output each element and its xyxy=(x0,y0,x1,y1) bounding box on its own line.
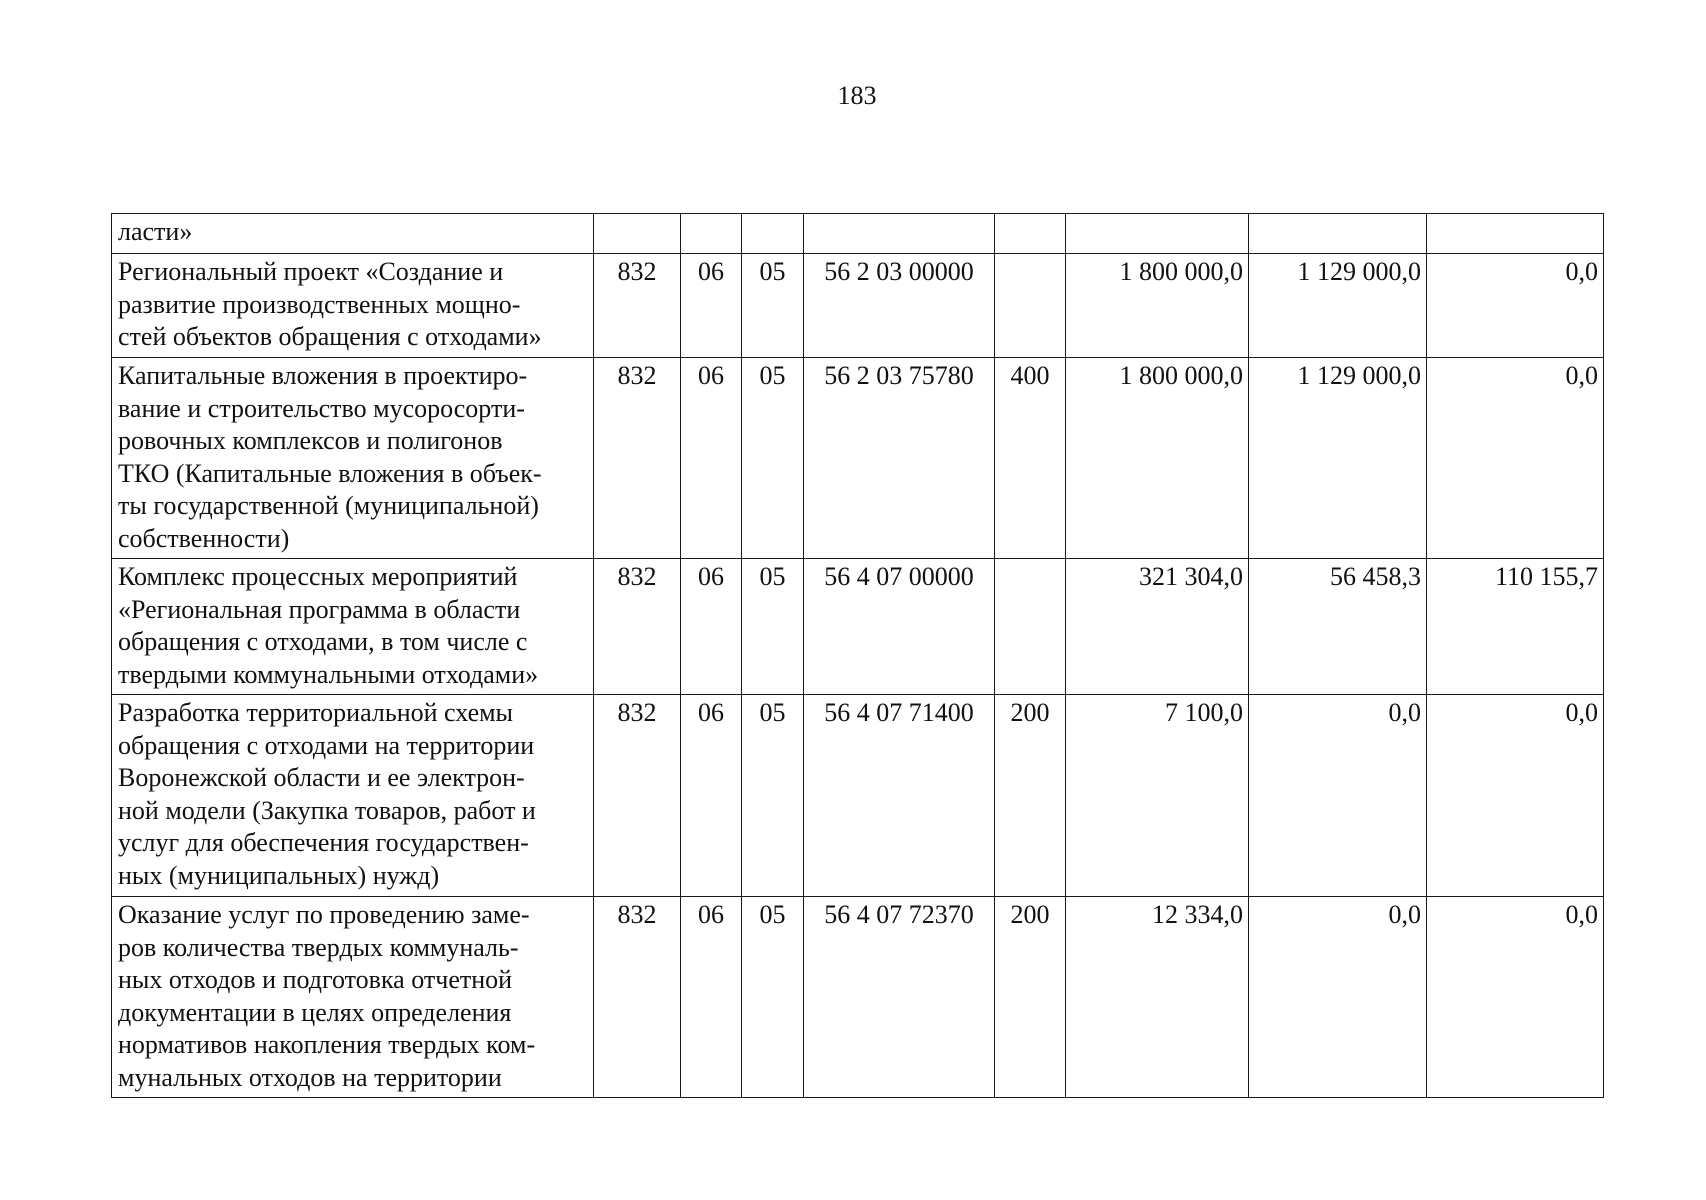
subsection-code-cell: 05 xyxy=(742,695,804,897)
admin-code-cell: 832 xyxy=(594,695,681,897)
sum-first-cell: 1 800 000,0 xyxy=(1066,358,1249,559)
row-name-cell: Разработка территориальной схемы обращения с отходами на территории Воронежской области и ее электрон- ной модели (Закупка товаров, работ и услуг для обеспечения государствен- ных (муниципальных) нужд) xyxy=(112,695,594,897)
table-row xyxy=(112,358,1604,559)
expense-type-cell: 400 xyxy=(995,358,1066,559)
row-name-cell: Комплекс процессных мероприятий «Региональная программа в области обращения с отходами, в том числе с твердыми коммунальными отходами» xyxy=(112,559,594,695)
sum-third-cell: 0,0 xyxy=(1427,897,1604,1098)
sum-first-cell: 1 800 000,0 xyxy=(1066,254,1249,358)
section-code-cell: 06 xyxy=(681,254,742,358)
admin-code-cell: 832 xyxy=(594,358,681,559)
sum-first-cell xyxy=(1066,214,1249,254)
subsection-code-cell: 05 xyxy=(742,358,804,559)
sum-third-cell: 0,0 xyxy=(1427,358,1604,559)
sum-second-cell: 1 129 000,0 xyxy=(1249,358,1427,559)
row-name-cell: Региональный проект «Создание и развитие производственных мощно- стей объектов обращения с отходами» xyxy=(112,254,594,358)
sum-first-cell: 12 334,0 xyxy=(1066,897,1249,1098)
table-row xyxy=(112,897,1604,1098)
sum-first-cell: 321 304,0 xyxy=(1066,559,1249,695)
subsection-code-cell xyxy=(742,214,804,254)
target-article-cell: 56 4 07 00000 xyxy=(804,559,995,695)
expense-type-cell xyxy=(995,214,1066,254)
row-name-cell: ласти» xyxy=(112,214,594,254)
sum-second-cell: 56 458,3 xyxy=(1249,559,1427,695)
admin-code-cell: 832 xyxy=(594,559,681,695)
section-code-cell xyxy=(681,214,742,254)
section-code-cell: 06 xyxy=(681,897,742,1098)
sum-third-cell: 110 155,7 xyxy=(1427,559,1604,695)
admin-code-cell: 832 xyxy=(594,897,681,1098)
admin-code-cell xyxy=(594,214,681,254)
sum-second-cell: 1 129 000,0 xyxy=(1249,254,1427,358)
expense-type-cell: 200 xyxy=(995,695,1066,897)
expense-type-cell xyxy=(995,559,1066,695)
page-number: 183 xyxy=(837,81,877,110)
sum-second-cell xyxy=(1249,214,1427,254)
target-article-cell: 56 2 03 00000 xyxy=(804,254,995,358)
table-row xyxy=(112,254,1604,358)
subsection-code-cell: 05 xyxy=(742,559,804,695)
expense-type-cell xyxy=(995,254,1066,358)
subsection-code-cell: 05 xyxy=(742,254,804,358)
sum-second-cell: 0,0 xyxy=(1249,897,1427,1098)
subsection-code-cell: 05 xyxy=(742,897,804,1098)
row-name-cell: Капитальные вложения в проектиро- вание и строительство мусоросорти- ровочных комплексов и полигонов ТКО (Капитальные вложения в объек- ты государственной (муниципальной) собственности) xyxy=(112,358,594,559)
table-row xyxy=(112,695,1604,897)
target-article-cell: 56 4 07 72370 xyxy=(804,897,995,1098)
section-code-cell: 06 xyxy=(681,559,742,695)
sum-first-cell: 7 100,0 xyxy=(1066,695,1249,897)
admin-code-cell: 832 xyxy=(594,254,681,358)
expense-type-cell: 200 xyxy=(995,897,1066,1098)
table-row xyxy=(112,214,1604,254)
sum-third-cell: 0,0 xyxy=(1427,695,1604,897)
sum-second-cell: 0,0 xyxy=(1249,695,1427,897)
sum-third-cell xyxy=(1427,214,1604,254)
section-code-cell: 06 xyxy=(681,695,742,897)
target-article-cell xyxy=(804,214,995,254)
row-name-cell: Оказание услуг по проведению заме- ров количества твердых коммуналь- ных отходов и подготовка отчетной документации в целях определения нормативов накопления твердых ком- мунальных отходов на территории xyxy=(112,897,594,1098)
budget-table xyxy=(111,213,1604,1098)
target-article-cell: 56 4 07 71400 xyxy=(804,695,995,897)
section-code-cell: 06 xyxy=(681,358,742,559)
target-article-cell: 56 2 03 75780 xyxy=(804,358,995,559)
table-row xyxy=(112,559,1604,695)
sum-third-cell: 0,0 xyxy=(1427,254,1604,358)
